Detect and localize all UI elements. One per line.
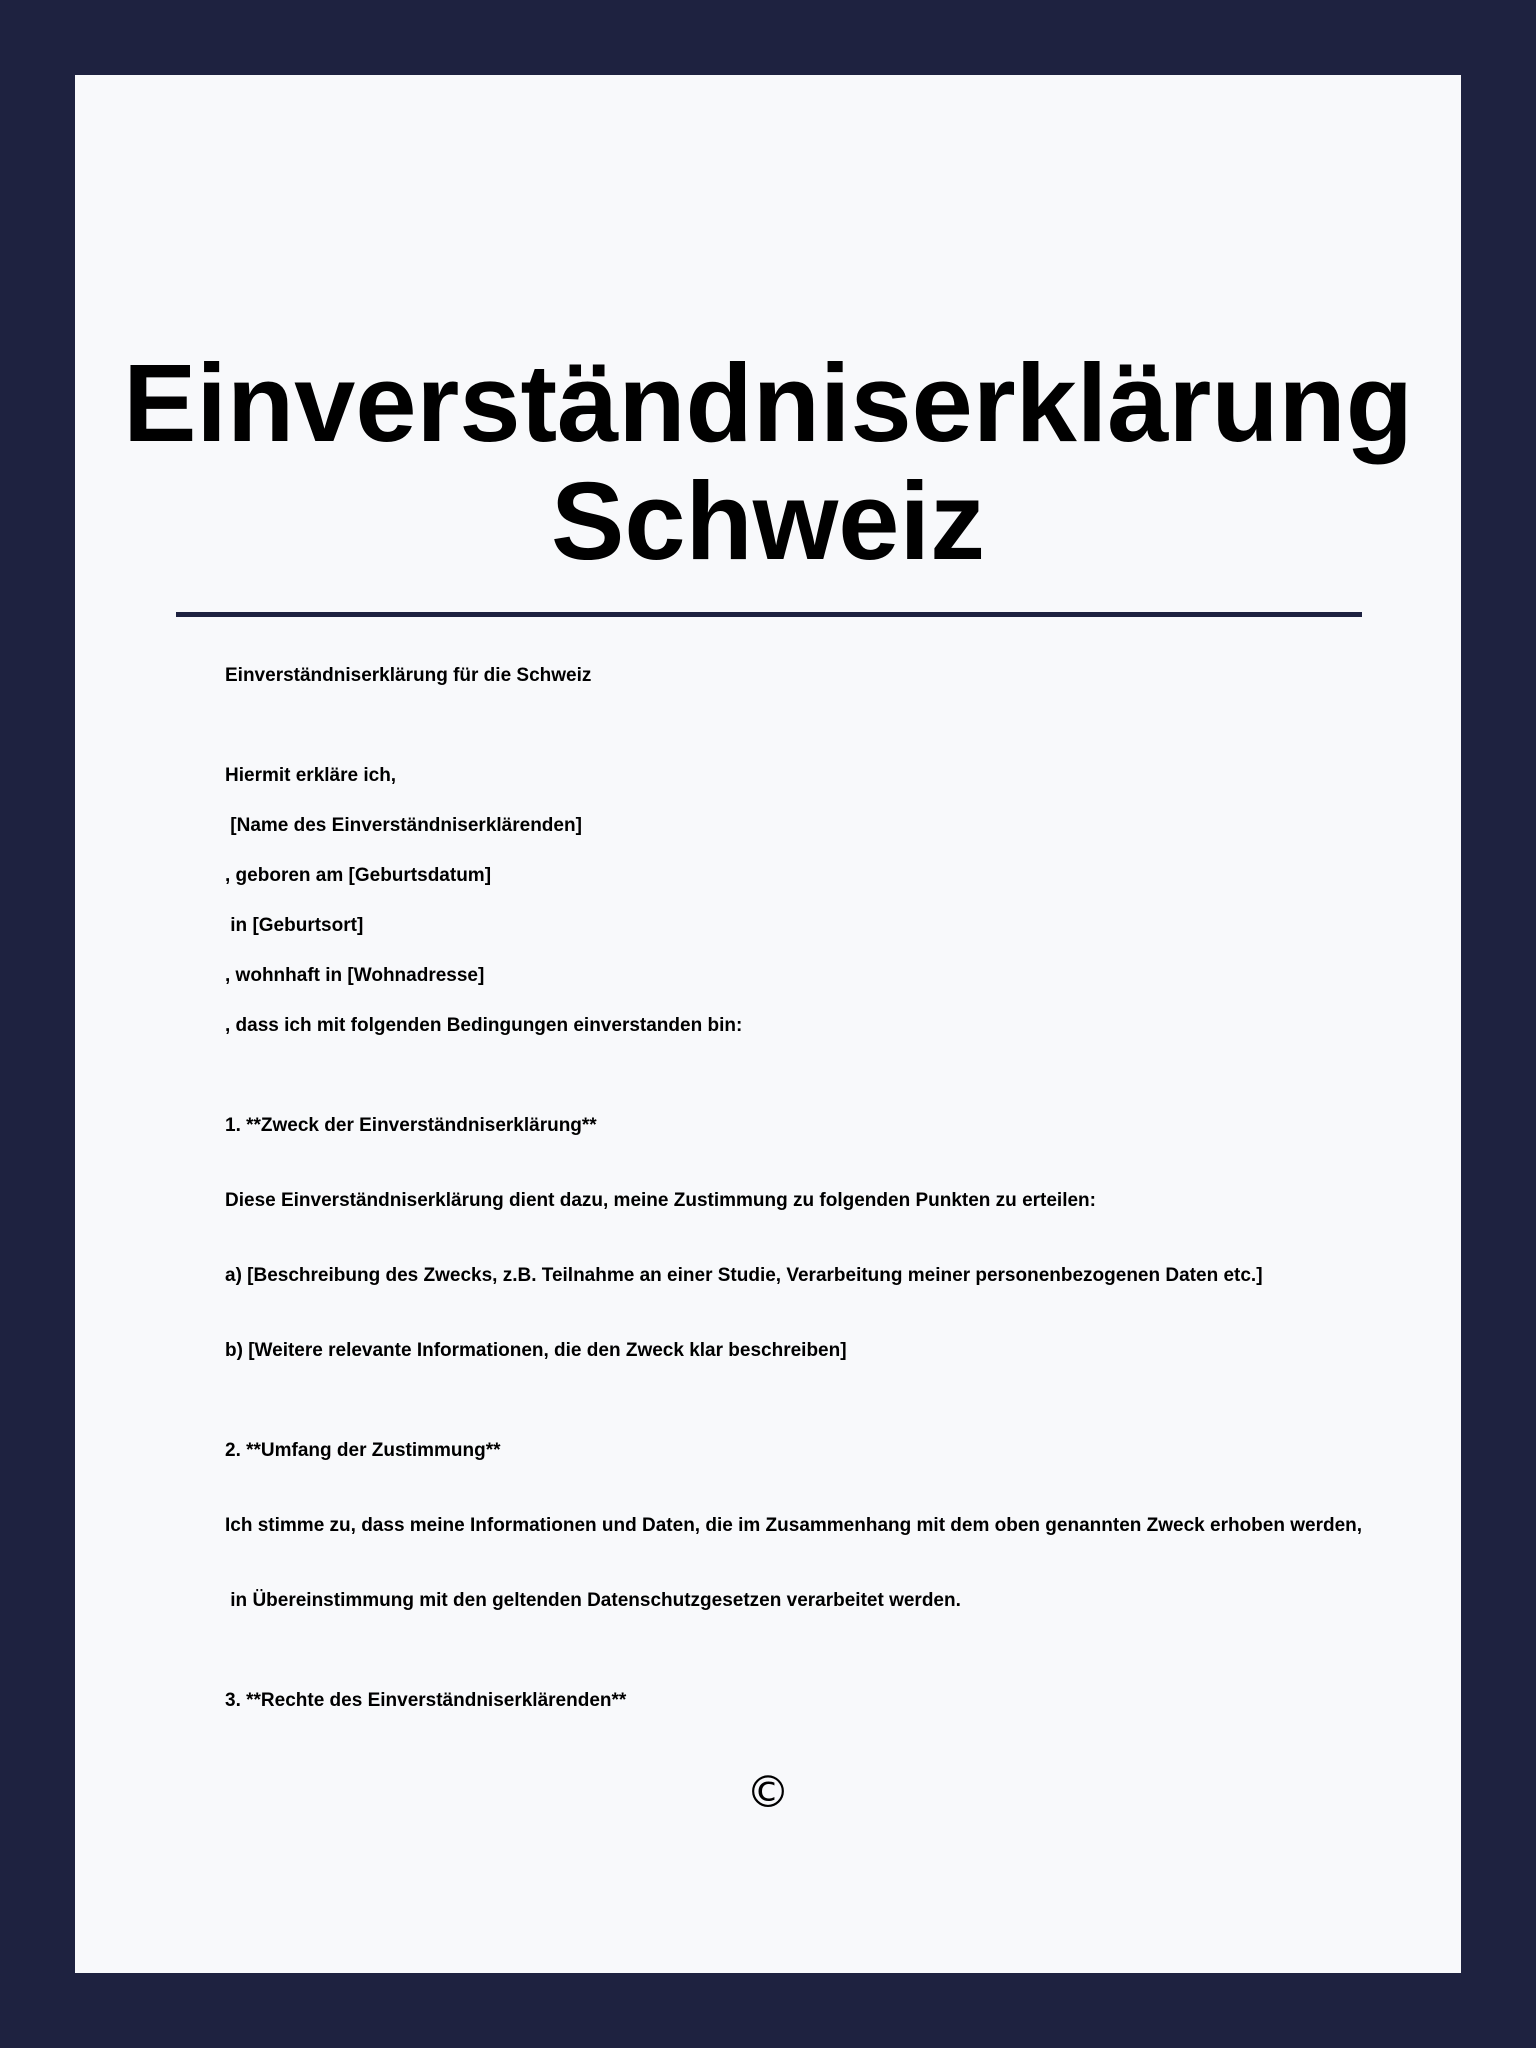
- purpose-item-a: a) [Beschreibung des Zwecks, z.B. Teilnahme an einer Studie, Verarbeitung meiner personenbezogenen Daten etc.]: [225, 1265, 1263, 1286]
- birthdate-placeholder: , geboren am [Geburtsdatum]: [225, 865, 492, 886]
- document-title: [75, 342, 1461, 583]
- section-heading-scope: 2. **Umfang der Zustimmung**: [225, 1440, 501, 1461]
- title-divider: [176, 612, 1362, 617]
- title-line-2: Schweiz: [550, 460, 986, 583]
- document-page: [75, 75, 1461, 1973]
- scope-paragraph-continued: in Übereinstimmung mit den geltenden Datenschutzgesetzen verarbeitet werden.: [225, 1590, 961, 1611]
- section-heading-purpose: 1. **Zweck der Einverständniserklärung**: [225, 1115, 597, 1136]
- name-placeholder: [Name des Einverständniserklärenden]: [225, 815, 582, 836]
- purpose-item-b: b) [Weitere relevante Informationen, die den Zweck klar beschreiben]: [225, 1340, 847, 1361]
- title-line-1: Einverständniserklärung: [123, 342, 1413, 465]
- purpose-paragraph: Diese Einverständniserklärung dient dazu, meine Zustimmung zu folgenden Punkten zu erteilen:: [225, 1190, 1096, 1211]
- intro-line: Hiermit erkläre ich,: [225, 765, 397, 786]
- section-heading-rights: 3. **Rechte des Einverständniserklärenden**: [225, 1690, 627, 1711]
- copyright-icon: ©: [746, 1767, 790, 1818]
- birthplace-placeholder: in [Geburtsort]: [225, 915, 364, 936]
- scope-paragraph: Ich stimme zu, dass meine Informationen und Daten, die im Zusammenhang mit dem oben genannten Zweck erhoben werden,: [225, 1515, 1363, 1536]
- address-placeholder: , wohnhaft in [Wohnadresse]: [225, 965, 485, 986]
- agreement-line: , dass ich mit folgenden Bedingungen einverstanden bin:: [225, 1015, 743, 1036]
- document-subtitle: Einverständniserklärung für die Schweiz: [225, 665, 592, 686]
